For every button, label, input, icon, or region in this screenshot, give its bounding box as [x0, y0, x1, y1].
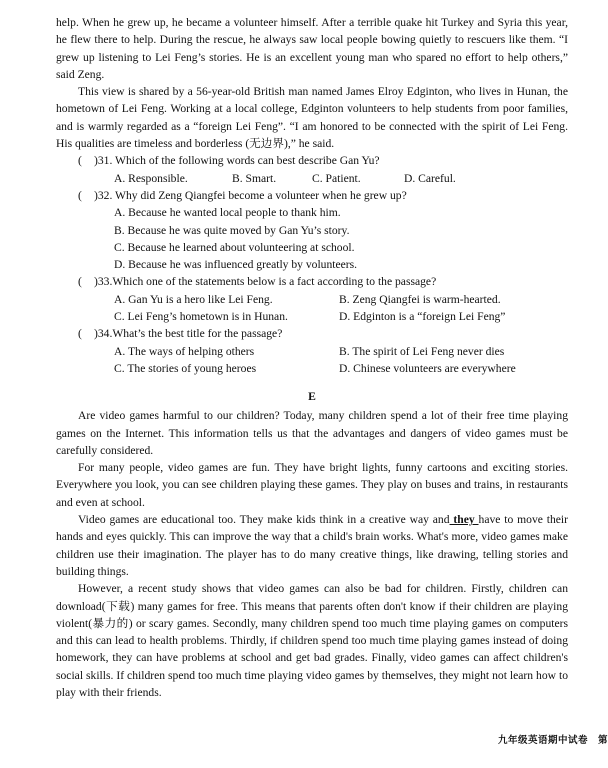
option-b: B. Because he was quite moved by Gan Yu’s story.: [114, 223, 350, 237]
option-c: C. The stories of young heroes: [114, 361, 257, 375]
option-a: A. Because he wanted local people to thank him.: [114, 206, 341, 220]
question-stem: )34.What’s the best title for the passage?: [94, 327, 283, 341]
option-b: B. The spirit of Lei Feng never dies: [339, 344, 505, 358]
answer-blank[interactable]: (: [78, 275, 82, 289]
passage-e-paragraph-3: [56, 511, 568, 580]
question-stem: )33.Which one of the statements below is a fact according to the passage?: [94, 275, 437, 289]
question-33: [56, 273, 568, 325]
passage-e-heading: E: [308, 390, 316, 404]
option-d: D. Because he was influenced greatly by volunteers.: [114, 258, 358, 272]
question-34: [56, 325, 568, 377]
passage-e-paragraph-1: Are video games harmful to our children? Today, many children spend a lot of their free time playing games on the Internet. This information tells us that the advantages and dangers of video games must be carefully considered.: [56, 409, 568, 457]
answer-blank[interactable]: (: [78, 154, 82, 168]
option-d: D. Edginton is a “foreign Lei Feng”: [339, 310, 506, 324]
underlined-word: they: [449, 513, 479, 527]
passage-d-paragraph-1: help. When he grew up, he became a volunteer himself. After a terrible quake hit Turkey and Syria this year, he flew there to help. During the rescue, he always saw local people bowing quietly to rescuers like them. “I grew up listening to Lei Feng’s stories. He is an excellent young man who spared no effort to help others,” said Zeng.: [56, 16, 568, 81]
page-footer: 九年级英语期中试卷 第: [497, 735, 608, 746]
question-stem: )32. Why did Zeng Qiangfei become a volunteer when he grew up?: [94, 188, 407, 202]
option-a: A. Responsible.: [114, 171, 188, 185]
passage-e-paragraph-2: For many people, video games are fun. They have bright lights, funny cartoons and exciting stories. Everywhere you look, you can see children playing these games. They play on buses and trains, in restaurants and even at school.: [56, 461, 568, 509]
option-d: D. Chinese volunteers are everywhere: [339, 361, 516, 375]
option-d: D. Careful.: [404, 171, 456, 185]
question-31: [56, 152, 568, 187]
paragraph-text: Video games are educational too. They make kids think in a creative way and: [78, 513, 450, 527]
option-c: C. Lei Feng’s hometown is in Hunan.: [114, 310, 288, 324]
passage-e-paragraph-4: However, a recent study shows that video games can also be bad for children. Firstly, children can download(下载) many games for free. This means that parents often don't know if their children are playing violent(暴力的) or scary games. Secondly, many children spend too much time playing games on computers and this can lead to health problems. Thirdly, if children spend too much time playing games instead of doing homework, they can have problems at school and get bad grades. Finally, video games can affect children's social skills. If children spend too much time playing video games by themselves, they might not learn how to play with their friends.: [56, 582, 568, 699]
answer-blank[interactable]: (: [78, 327, 82, 341]
question-stem: )31. Which of the following words can best describe Gan Yu?: [94, 154, 380, 168]
passage-d-paragraph-2: This view is shared by a 56-year-old British man named James Elroy Edginton, who lives in Hunan, the hometown of Lei Feng. Working at a local college, Edginton volunteers to help students from poor families, and is warmly regarded as a “foreign Lei Feng”. “I am honored to be connected with the spirit of Lei Feng. His qualities are timeless and borderless (无边界),” he said.: [56, 85, 568, 151]
question-32: [56, 187, 568, 273]
option-c: C. Because he learned about volunteering at school.: [114, 240, 355, 254]
option-b: B. Smart.: [232, 171, 277, 185]
option-a: A. Gan Yu is a hero like Lei Feng.: [114, 292, 273, 306]
exam-page: [56, 14, 568, 701]
option-a: A. The ways of helping others: [114, 344, 255, 358]
answer-blank[interactable]: (: [78, 188, 82, 202]
option-b: B. Zeng Qiangfei is warm-hearted.: [339, 292, 501, 306]
paragraph-text: have to move their hands and eyes quickly. This can improve the way that a child's brain works. What's more, video games make children use their imagination. The player has to do many creative things, like drawing, telling stories and building things.: [56, 513, 569, 578]
option-c: C. Patient.: [312, 171, 361, 185]
